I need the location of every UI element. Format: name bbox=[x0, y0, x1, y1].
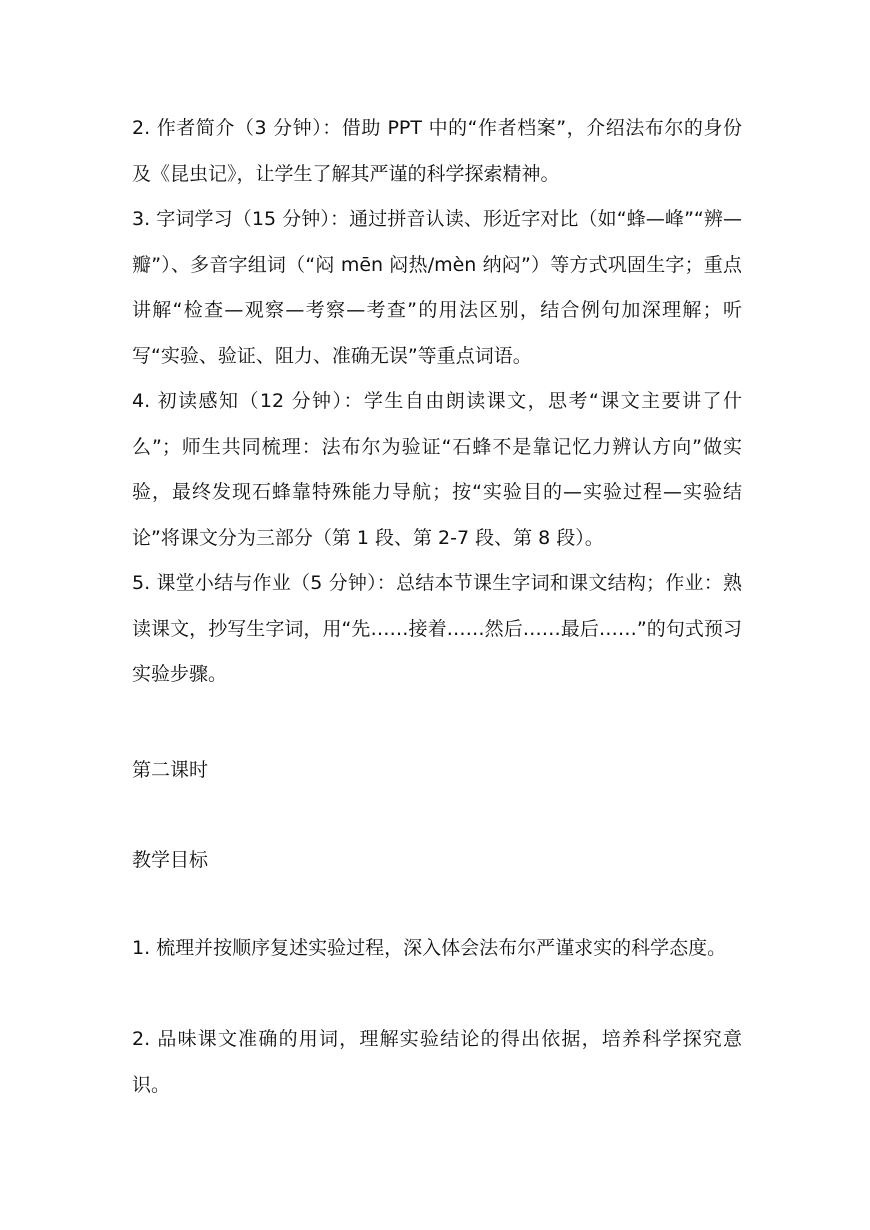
paragraph-author-intro: 2. 作者简介（3 分钟）：借助 PPT 中的“作者档案”，介绍法布尔的身份及《昆虫记》，让学生了解其严谨的科学探索精神。 bbox=[132, 117, 742, 185]
objectives-heading: 教学目标 bbox=[132, 849, 209, 871]
objective-item-1: 1. 梳理并按顺序复述实验过程，深入体会法布尔严谨求实的科学态度。 bbox=[132, 937, 727, 959]
lesson-two-title: 第二课时 bbox=[132, 759, 209, 781]
objective-item-2: 2. 品味课文准确的用词，理解实验结论的得出依据，培养科学探究意识。 bbox=[132, 1028, 742, 1096]
paragraph-vocabulary-study: 3. 字词学习（15 分钟）：通过拼音认读、形近字对比（如“蜂—峰”“辨—瓣”）、多音字组词（“闷 mēn 闷热/mèn 纳闷”）等方式巩固生字；重点讲解“检查—观察—考察—考查”的用法区别，结合例句加深理解；听写“实验、验证、阻力、准确无误”等重点词语。 bbox=[132, 208, 742, 367]
paragraph-summary-homework: 5. 课堂小结与作业（5 分钟）：总结本节课生字词和课文结构；作业：熟读课文，抄写生字词，用“先……接着……然后……最后……”的句式预习实验步骤。 bbox=[132, 572, 742, 685]
paragraph-first-reading: 4. 初读感知（12 分钟）：学生自由朗读课文，思考“课文主要讲了什么”；师生共同梳理：法布尔为验证“石蜂不是靠记忆力辨认方向”做实验，最终发现石蜂靠特殊能力导航；按“实验目的—实验过程—实验结论”将课文分为三部分（第 1 段、第 2-7 段、第 8 段）。 bbox=[132, 390, 742, 549]
